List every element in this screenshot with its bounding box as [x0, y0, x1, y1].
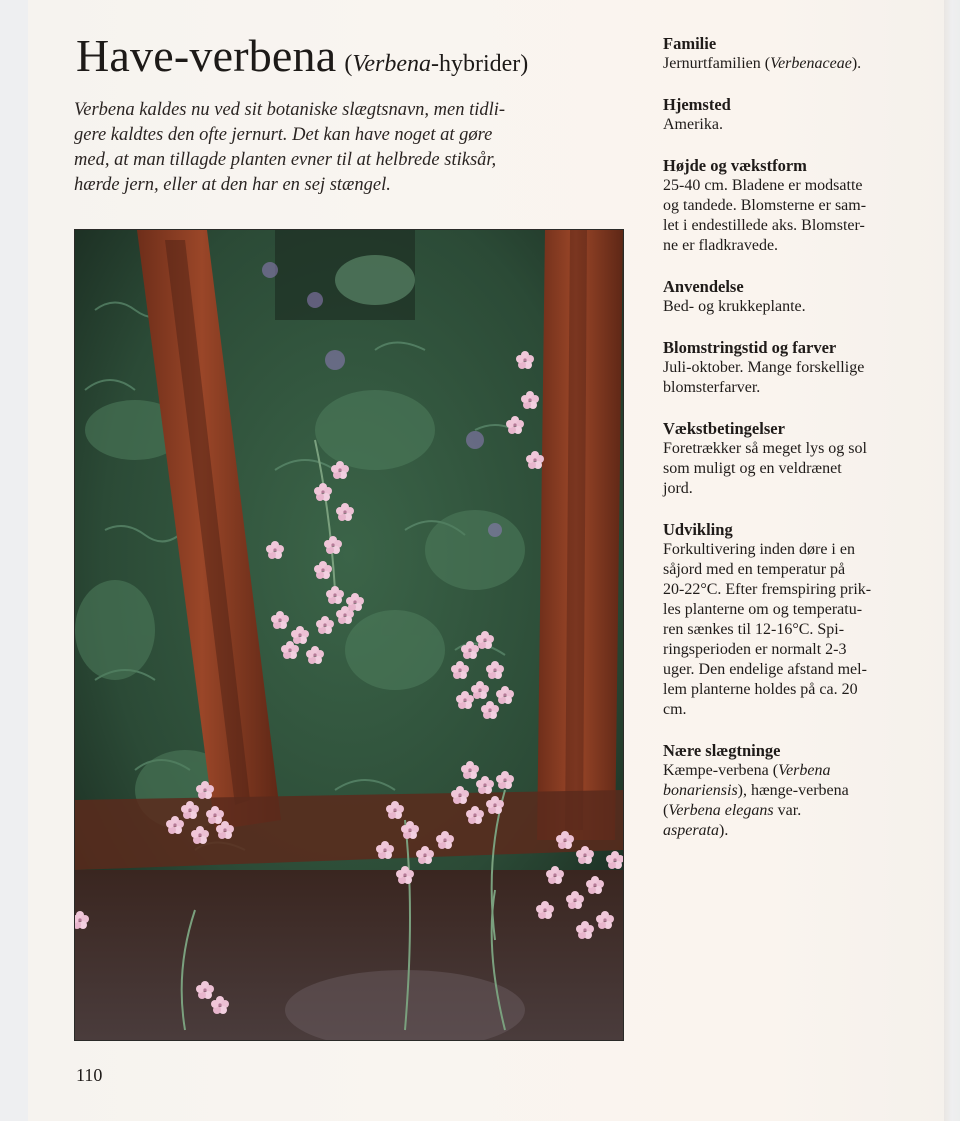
page-number: 110 — [76, 1065, 103, 1085]
section-hoejde — [663, 156, 913, 256]
facts-sidebar — [663, 34, 913, 862]
section-body: 25-40 cm. Bladene er modsatte og tandede. Blomsterne er sam- let i endestillede aks. Blomster- ne er fladkravede. — [663, 177, 867, 254]
section-body: Kæmpe-verbena (Verbena bonariensis), hænge-verbena (Verbena elegans var. asperata). — [663, 762, 849, 839]
scientific-name: (Verbena-hybrider) — [344, 51, 529, 77]
section-anvendelse — [663, 277, 913, 317]
section-heading: Udvikling — [663, 520, 733, 539]
section-vaekstbetingelser — [663, 419, 913, 499]
section-body: Juli-oktober. Mange forskellige blomsterfarver. — [663, 359, 865, 396]
common-name: Have-verbena — [76, 30, 337, 81]
section-udvikling — [663, 520, 913, 720]
page-title — [76, 28, 528, 92]
verbena-photo — [75, 230, 623, 1040]
section-body: Foretrækker så meget lys og sol som muligt og en veldrænet jord. — [663, 440, 867, 497]
section-heading: Blomstringstid og farver — [663, 338, 837, 357]
intro-line: med, at man tillagde planten evner til at helbrede stiksår, — [74, 150, 497, 170]
section-heading: Familie — [663, 34, 717, 53]
section-body: Bed- og krukkeplante. — [663, 298, 806, 315]
section-heading: Nære slægtninge — [663, 741, 781, 760]
section-heading: Anvendelse — [663, 277, 744, 296]
section-body: Amerika. — [663, 116, 723, 133]
section-hjemsted — [663, 95, 913, 135]
section-heading: Vækstbetingelser — [663, 419, 785, 438]
intro-line: gere kaldtes den ofte jernurt. Det kan have noget at gøre — [74, 125, 493, 145]
section-heading: Højde og vækstform — [663, 156, 807, 175]
intro-line: hærde jern, eller at den har en sej stængel. — [74, 175, 391, 195]
section-heading: Hjemsted — [663, 95, 731, 114]
intro-paragraph — [74, 98, 634, 198]
section-blomstring — [663, 338, 913, 398]
intro-line: Verbena kaldes nu ved sit botaniske slægtsnavn, men tidli- — [74, 100, 506, 120]
section-body: Forkultivering inden døre i en såjord med en temperatur på 20-22°C. Efter fremspiring prik- les planterne om og temperatu- ren sænkes til 12-16°C. Spi- ringsperioden er normalt 2-3 uger. Den endelige afstand mel- lem planterne holdes på ca. 20 cm. — [663, 541, 872, 718]
section-familie — [663, 34, 913, 74]
section-body: Jernurtfamilien (Verbenaceae). — [663, 55, 862, 72]
page-edge — [944, 0, 960, 1121]
section-naere-slaegtninge — [663, 741, 913, 841]
